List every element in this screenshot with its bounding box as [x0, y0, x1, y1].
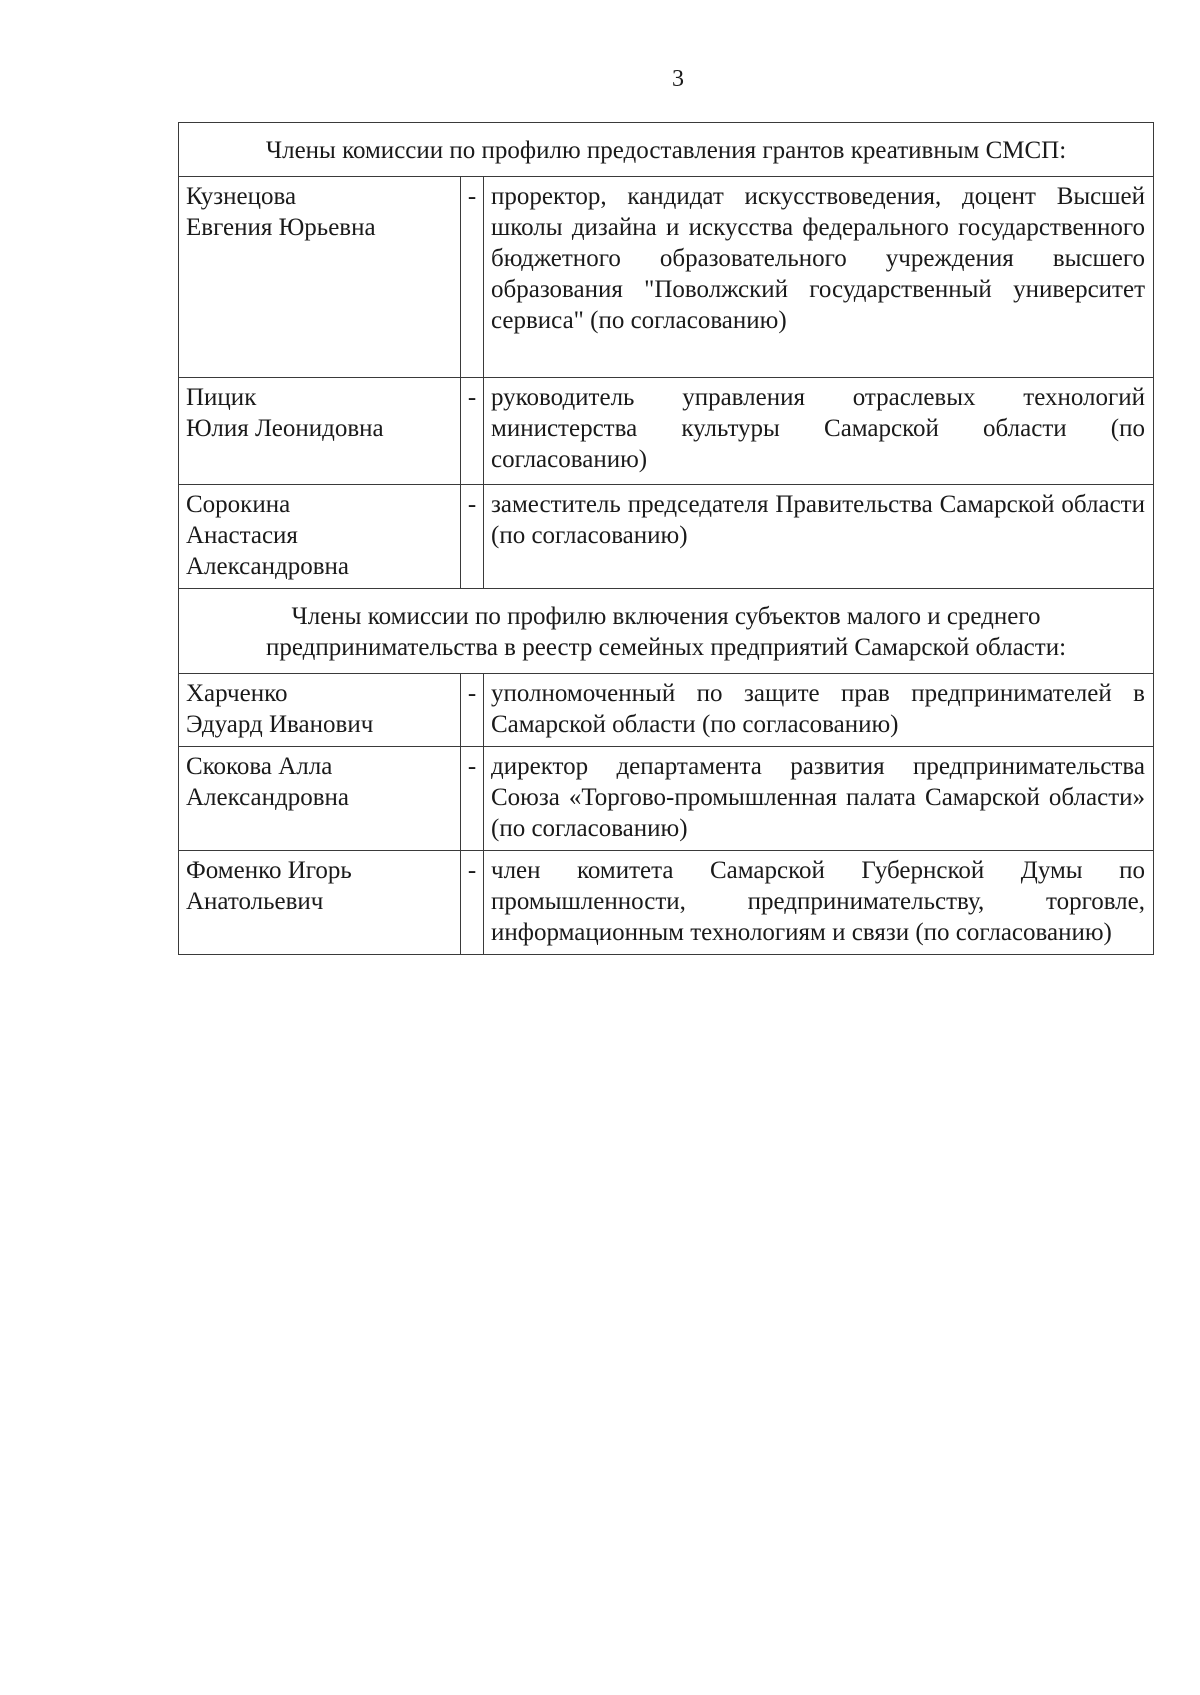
member-dash: -	[461, 485, 484, 589]
member-name	[179, 674, 461, 747]
member-row	[179, 177, 1154, 378]
member-given-name: Эдуард Иванович	[186, 711, 374, 738]
member-surname: Харченко	[186, 680, 288, 707]
page-number: 3	[672, 66, 684, 92]
section-header: Члены комиссии по профилю предоставления грантов креативным СМСП:	[179, 123, 1154, 177]
member-given-name: Анатольевич	[186, 888, 324, 915]
member-name	[179, 378, 461, 485]
section-header-row	[179, 589, 1154, 674]
member-row	[179, 674, 1154, 747]
member-name	[179, 851, 461, 955]
member-role: руководитель управления отраслевых технологий министерства культуры Самарской области (по согласованию)	[484, 378, 1154, 485]
member-dash: -	[461, 747, 484, 851]
member-dash: -	[461, 851, 484, 955]
commission-members-table	[178, 122, 1154, 955]
member-row	[179, 485, 1154, 589]
member-row	[179, 747, 1154, 851]
member-row	[179, 851, 1154, 955]
member-role: проректор, кандидат искусствоведения, доцент Высшей школы дизайна и искусства федерального государственного бюджетного образовательного учреждения высшего образования "Поволжский государственный университет сервиса" (по согласованию)	[484, 177, 1154, 378]
member-given-name: Александровна	[186, 784, 350, 811]
section-header: Члены комиссии по профилю включения субъектов малого и среднего предпринимательства в реестр семейных предприятий Самарской области:	[179, 589, 1154, 674]
member-role: директор департамента развития предпринимательства Союза «Торгово-промышленная палата Самарской области» (по согласованию)	[484, 747, 1154, 851]
member-dash: -	[461, 378, 484, 485]
member-role: член комитета Самарской Губернской Думы по промышленности, предпринимательству, торговле, информационным технологиям и связи (по согласованию)	[484, 851, 1154, 955]
section-header-row	[179, 123, 1154, 177]
member-name	[179, 747, 461, 851]
member-surname: Кузнецова	[186, 183, 297, 210]
member-name	[179, 177, 461, 378]
member-role: заместитель председателя Правительства Самарской области (по согласованию)	[484, 485, 1154, 589]
member-name	[179, 485, 461, 589]
member-given-name: Евгения Юрьевна	[186, 214, 376, 241]
member-role: уполномоченный по защите прав предпринимателей в Самарской области (по согласованию)	[484, 674, 1154, 747]
member-given-name: Юлия Леонидовна	[186, 415, 384, 442]
member-dash: -	[461, 674, 484, 747]
member-surname: Скокова Алла	[186, 753, 333, 780]
member-surname: Пицик	[186, 384, 257, 411]
member-dash: -	[461, 177, 484, 378]
member-given-name: Анастасия Александровна	[186, 522, 350, 580]
member-row	[179, 378, 1154, 485]
member-surname: Сорокина	[186, 491, 291, 518]
member-surname: Фоменко Игорь	[186, 857, 352, 884]
